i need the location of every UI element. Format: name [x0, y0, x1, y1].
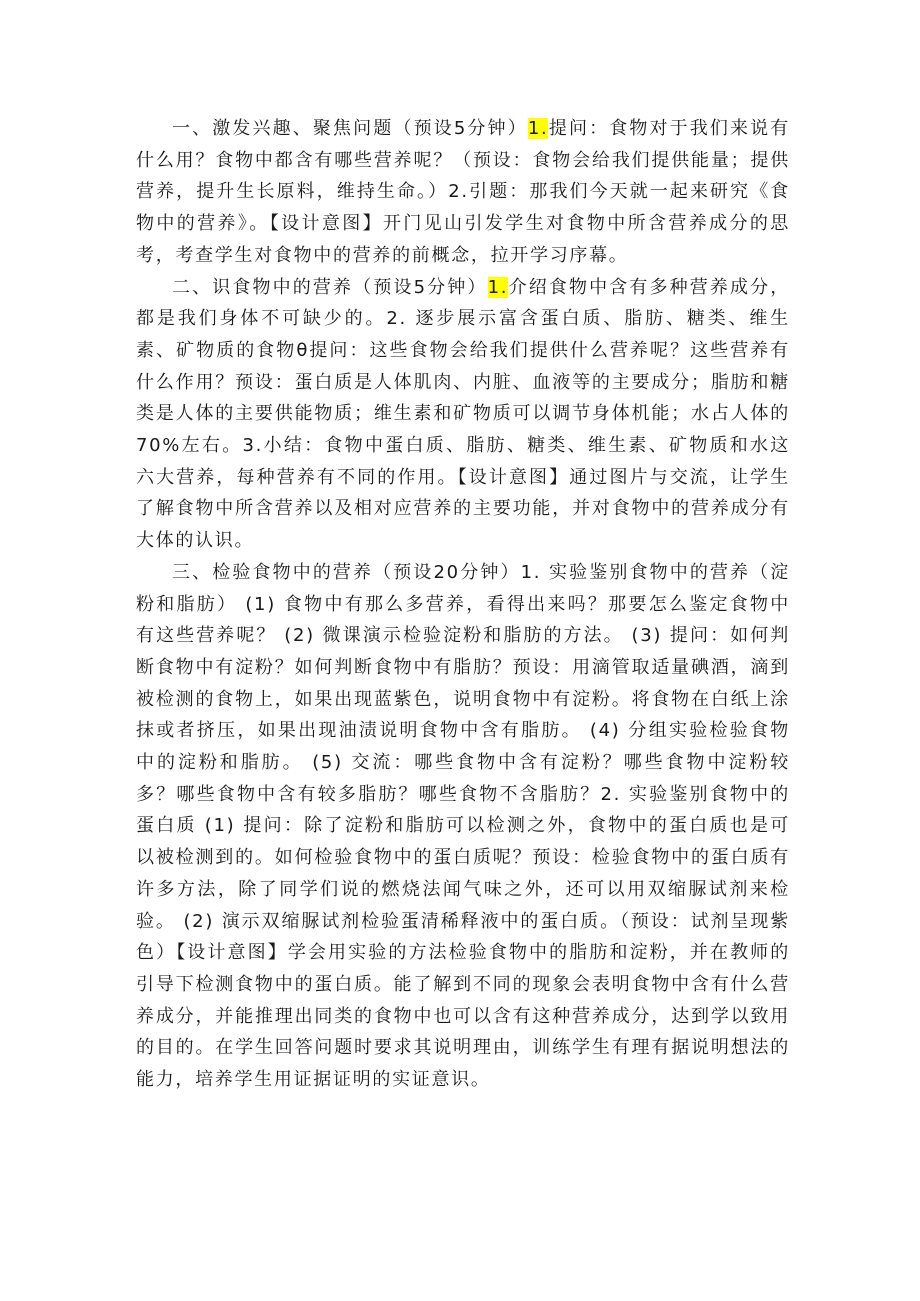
- section-1-heading: 一、激发兴趣、聚焦问题（预设5分钟）: [172, 118, 528, 139]
- paragraph-section-3: [136, 557, 790, 1096]
- section-1-highlight: 1.: [527, 118, 549, 139]
- paragraph-section-2: [136, 272, 790, 557]
- section-2-highlight: 1.: [487, 276, 509, 298]
- section-3-text: 三、检验食物中的营养（预设20分钟）1. 实验鉴别食物中的营养（淀粉和脂肪） (1) 食物中有那么多营养，看得出来吗？那要怎么鉴定食物中有这些营养呢？ (2) 微课演示检验淀粉和脂肪的方法。 (3) 提问：如何判断食物中有淀粉？如何判断食物中有脂肪？预设：用滴管取适量碘酒，滴到被检测的食物上，如果出现蓝紫色，说明食物中有淀粉。将食物在白纸上涂抹或者挤压，如果出现油渍说明食物中含有脂肪。 (4) 分组实验检验食物中的淀粉和脂肪。 (5) 交流：哪些食物中含有淀粉？哪些食物中淀粉较多？哪些食物中含有较多脂肪？哪些食物不含脂肪？2. 实验鉴别食物中的蛋白质 (1) 提问：除了淀粉和脂肪可以检测之外，食物中的蛋白质也是可以被检测到的。如何检验食物中的蛋白质呢？预设：检验食物中的蛋白质有许多方法，除了同学们说的燃烧法闻气味之外，还可以用双缩脲试剂来检验。 (2) 演示双缩脲试剂检验蛋清稀释液中的蛋白质。（预设：试剂呈现紫色）【设计意图】学会用实验的方法检验食物中的脂肪和淀粉，并在教师的引导下检测食物中的蛋白质。能了解到不同的现象会表明食物中含有什么营养成分，并能推理出同类的食物中也可以含有这种营养成分，达到学以致用的目的。在学生回答问题时要求其说明理由，训练学生有理有据说明想法的能力，培养学生用证据证明的实证意识。: [136, 561, 790, 1091]
- document-body: [136, 113, 790, 1096]
- section-2-heading: 二、识食物中的营养（预设5分钟）: [172, 276, 488, 298]
- paragraph-section-1: [136, 113, 790, 272]
- section-2-text: 介绍食物中含有多种营养成分，都是我们身体不可缺少的。2. 逐步展示富含蛋白质、脂肪、糖类、维生素、矿物质的食物θ提问：这些食物会给我们提供什么营养呢？这些营养有什么作用？预设：蛋白质是人体肌肉、内脏、血液等的主要成分；脂肪和糖类是人体的主要供能物质；维生素和矿物质可以调节身体机能；水占人体的70%左右。3.小结：食物中蛋白质、脂肪、糖类、维生素、矿物质和水这六大营养，每种营养有不同的作用。【设计意图】通过图片与交流，让学生了解食物中所含营养以及相对应营养的主要功能，并对食物中的营养成分有大体的认识。: [136, 276, 790, 552]
- section-1-text: 提问：食物对于我们来说有什么用？食物中都含有哪些营养呢？（预设：食物会给我们提供能量；提供营养，提升生长原料，维持生命。）2.引题：那我们今天就一起来研究《食物中的营养》。【设计意图】开门见山引发学生对食物中所含营养成分的思考，考查学生对食物中的营养的前概念，拉开学习序幕。: [136, 118, 790, 266]
